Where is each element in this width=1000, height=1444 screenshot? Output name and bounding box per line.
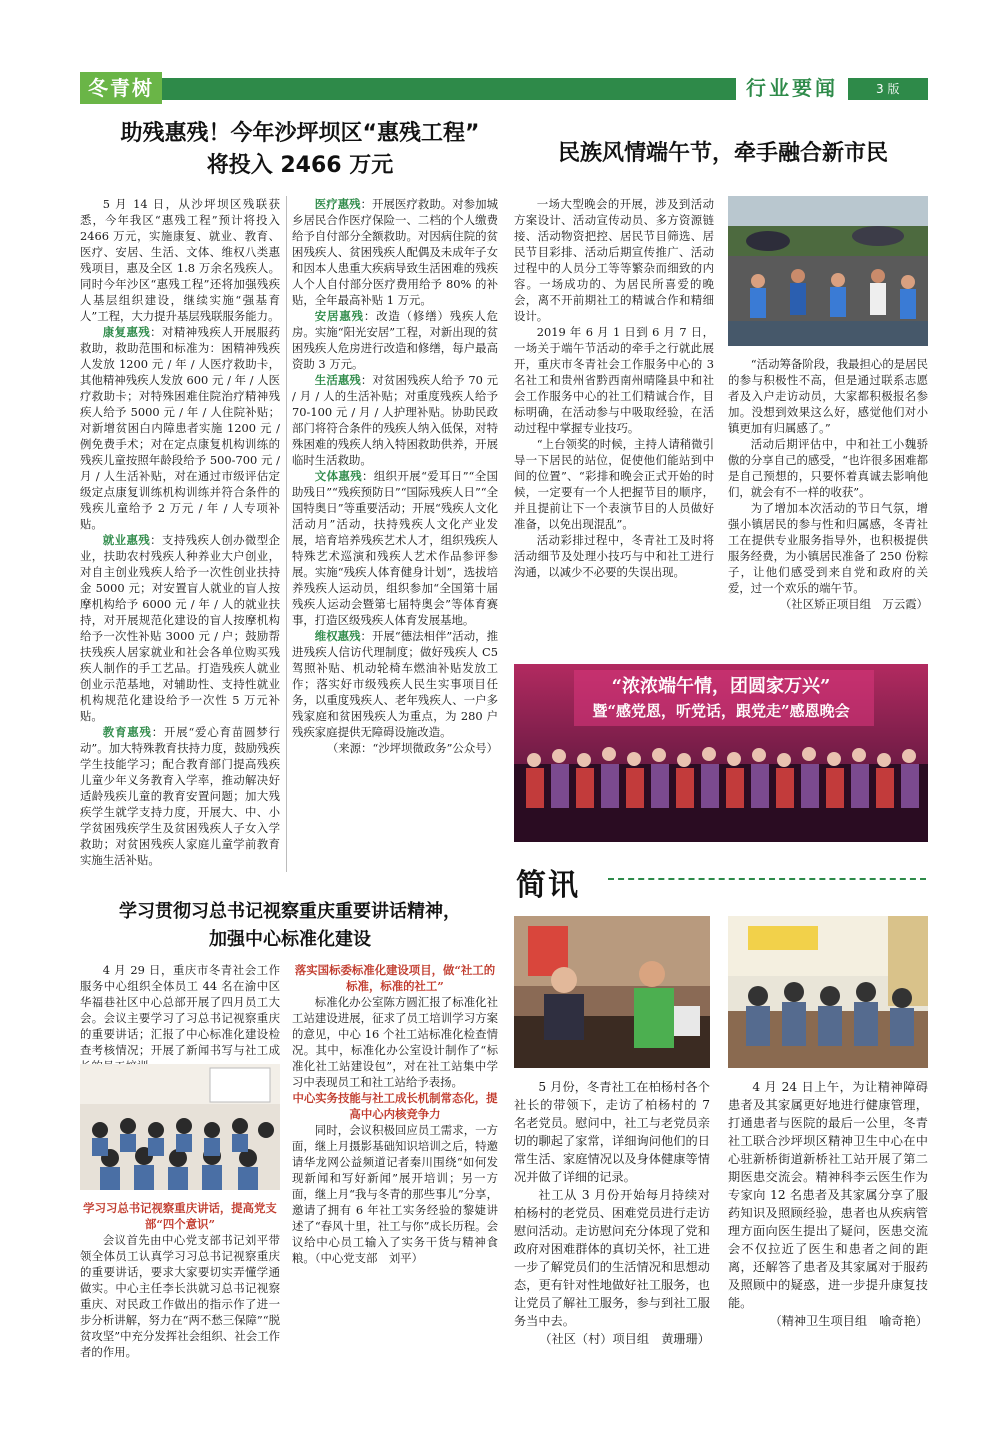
article3-column-1b (80, 1200, 280, 1390)
article1-wenti (292, 468, 498, 628)
weiquan-lead: 维权惠残 (314, 629, 361, 643)
wenti-lead: 文体惠残 (314, 469, 363, 483)
article1-column-2 (292, 196, 498, 876)
news-right (728, 1078, 928, 1388)
news-left-p2: 社工从 3 月份开始每月持续对柏杨村的老党员、困难党员进行走访慰问活动。走访慰问充分体现了党和政府对困难群体的真切关怀，社工进一步了解党员们的生活情况和思想动态，更有针对性地做好社工服务，也让党员了解社工服务，参与到社工服务当中去。 (514, 1188, 710, 1328)
article2-p7: 为了增加本次活动的节日气氛，增强小镇居民的参与性和归属感，冬青社工在提供专业服务指导外，也积极提供服务经费，为小镇居民准备了 250 份粽子，让他们感受到来自党和政府的关爱，过一个欢乐的端午节。 (728, 501, 928, 595)
anju-text: ：改造（修缮）残疾人危房。实施“阳光安居”工程，对新出现的贫困残疾人危房进行改造和修缮，每户最高资助 3 万元。 (292, 309, 498, 371)
article1-title (80, 118, 520, 182)
article1-kangfu (80, 324, 280, 532)
article3-p2: 会议首先由中心党支部书记刘平带领全体员工认真学习习总书记视察重庆的重要讲话，要求大家要切实弄懂学通做实。中心主任李长洪就习总书记视察重庆、对民政工作做出的指示作了进一步分析讲解，努力在“两不愁三保障”“脱贫攻坚”中充分发挥社会组织、社会工作者的作用。 (80, 1233, 280, 1359)
article3-p3: 标准化办公室陈方圆汇报了标准化社工站建设进展，征求了员工培训学习方案的意见，中心 16 个社工站标准化检查情况。其中，标准化办公室设计制作了“标准化社工站建设包”，对在社工站集中学习中表现员工和社工站给予表扬。 (292, 995, 498, 1089)
article1-jiaoyu (80, 724, 280, 868)
article3-title-line1: 学习贯彻习总书记视察重庆重要讲话精神， (119, 901, 461, 922)
article1-intro: 5 月 14 日，从沙坪坝区残联获悉，今年我区“惠残工程”预计将投入 2466 万元，实施康复、就业、教育、医疗、安居、生活、文体、维权八类惠残项目，惠及全区 1.8 万余名残疾人。同时今年沙区“惠残工程”还将加强残疾人基层组织建设，继续实施“强基育人”工程，大力提升基层残联服务能力。 (80, 197, 280, 323)
dance-photo (728, 196, 928, 346)
article2-column-1 (514, 196, 714, 658)
news-right-p1: 4 月 24 日上午，为让精神障碍患者及其家属更好地进行健康管理，打通患者与医院的最后一公里，冬青社工联合沙坪坝区精神卫生中心在中心驻新桥街道新桥社工站开展了第二期医患交流会。精神科李云医生作为专家向 12 名患者及其家属分享了服药知识及照顾经验，患者也从疾病管理方面向医生提出了疑问，医患交流会不仅拉近了医生和患者之间的距离，还解答了患者及其家属对于服药及照顾中的疑惑，进一步提升康复技能。 (728, 1080, 928, 1310)
section-title: 行业要闻 (736, 72, 848, 104)
article3-sub2: 落实国标委标准化建设项目，做“社工的标准，标准的社工” (294, 963, 496, 993)
article1-weiquan (292, 628, 498, 740)
stage-photo (514, 664, 928, 842)
article3-p1: 4 月 29 日，重庆市冬青社会工作服务中心组织全体员工 44 名在渝中区华福巷社区中心总部开展了四月员工大会。会议主要学习了习总书记视察重庆的重要讲话；汇报了中心标准化建设检查考核情况；开展了新闻书写与社工成 (80, 963, 280, 1057)
jiaoyu-text: ：开展“爱心育苗圆梦行动”。加大特殊教育扶持力度，鼓励残疾学生技能学习；配合教育部门提高残疾儿童少年义务教育入学率，推动解决好适龄残疾儿童的教育安置问题；加大残疾学生就学支持力度，开展大、中、小学贫困残疾学生及贫困残疾人子女入学救助；对贫困残疾人家庭儿童学前教育实施生活补贴。 (80, 725, 280, 867)
brand-logo: 冬青树 (80, 72, 162, 104)
news-divider (608, 878, 926, 880)
article1-yiliao (292, 196, 498, 308)
page-number: 3 版 (876, 82, 900, 96)
news-left (514, 1078, 710, 1388)
article1-title-line1: 助残惠残！今年沙坪坝区“惠残工程” (120, 121, 480, 146)
clinic-photo (728, 916, 928, 1068)
article1-shenghuo (292, 372, 498, 468)
article1-jiuye (80, 532, 280, 724)
article1-source: （来源：“沙坪坝微政务”公众号） (326, 741, 498, 755)
news-label: 简讯 (516, 868, 580, 903)
kangfu-text: ：对精神残疾人开展服药救助，救助范围和标准为：困精神残疾人发放 1200 元 / 年 / 人医疗救助卡，其他精神残疾人发放 600 元 / 年 / 人医疗救助卡；对特殊困难住院治疗精神残疾人给予 5000 元 / 年 / 人住院补贴；对新增贫困白内障患者实施 1200 元 / 例免费手术；对在定点康复机构训练的残疾儿童按照年龄段给予 500-700 元 / 月 / 人生活补贴，对在通过市级评估定级定点康复训练机构训练并符合条件的残疾儿童给予 2 万元 / 年 / 人专项补贴。 (80, 325, 280, 531)
article2-p6: 活动后期评估中，中和社工小魏骄傲的分享自己的感受，“也许很多困难都是自己预想的，只要怀着真诚去影响他们，就会有不一样的收获”。 (728, 437, 928, 499)
article3-title-line2: 加强中心标准化建设 (209, 929, 371, 950)
jiuye-text: ：支持残疾人创办微型企业，扶助农村残疾人种养业大户创业，对自主创业残疾人给予一次性创业扶持金 5000 元；对安置盲人就业的盲人按摩机构给予 6000 元 / 年 / 人的就业扶持，对开展规范化建设的盲人按摩机构给予一次性补贴 3000 元 / 户；鼓励帮扶残疾人居家就业和社会各单位购买残疾人制作的手工艺品。打造残疾人就业创业示范基地，对辅助性、支持性就业机构规范化建设给予一次性 5 万元补贴。 (80, 533, 280, 723)
article2-credit: （社区矫正项目组 万云霞） (779, 597, 928, 611)
article3-column-1 (80, 962, 280, 1058)
shenghuo-text: ：对贫困残疾人给予 70 元 / 月 / 人的生活补贴；对重度残疾人给予 70-100 元 / 月 / 人护理补贴。协助民政部门将符合条件的残疾人纳入低保，对特殊困难的残疾人纳入特困救助供养，开展临时生活救助。 (292, 373, 498, 467)
stage-banner-line1: “浓浓端午情，团圆家万兴” (611, 676, 831, 697)
stage-banner-line2: 暨“感党恩，听党话，跟党走”感恩晚会 (592, 702, 850, 720)
kangfu-lead: 康复惠残 (102, 325, 151, 339)
jiuye-lead: 就业惠残 (102, 533, 151, 547)
article1-anju (292, 308, 498, 372)
article2-p2: 2019 年 6 月 1 日到 6 月 7 日，一场关于端午节活动的牵手之行就此展开，重庆市冬青社会工作服务中心的 3 名社工和贵州省黔西南州晴隆县中和社会工作服务中心的社工们精诚合作，目标明确，在活动参与中吸取经验，在活动过程中掌握专业技巧。 (514, 325, 714, 435)
shenghuo-lead: 生活惠残 (314, 373, 361, 387)
wenti-text: ：组织开展“爱耳日”“全国助残日”“残疾预防日”“国际残疾人日”“全国特奥日”等重要活动；开展“残疾人文化活动月”活动，扶持残疾人文化产业发展，培育培养残疾艺术人才，组织残疾人特殊艺术巡演和残疾人艺术作品参评参展。实施“残疾人体育健身计划”，选拔培养残疾人运动员，组织参加“全国第十届残疾人运动会暨第七届特奥会”等体育赛事，打造区级残疾人体育发展基地。 (292, 469, 498, 627)
jiaoyu-lead: 教育惠残 (102, 725, 152, 739)
article3-p4: 同时，会议积极回应员工需求，一方面，继上月摄影基础知识培训之后，特邀请华龙网公益频道记者秦川围绕“如何发现新闻和写好新闻”展开培训；另一方面，继上月“我与冬青的那些事儿”分享，邀请了拥有 6 年社工实务经验的黎婕讲述了“春风十里，社工与你”成长历程。会议给中心员工输入了实务干货与精神食粮。（中心党支部 刘平） (292, 1123, 498, 1265)
meeting-photo (80, 1064, 280, 1190)
article2-p5: “活动筹备阶段，我最担心的是居民的参与积极性不高，但是通过联系志愿者及入户走访动员，大家都积极报名参加。没想到效果这么好，感觉他们对小镇更加有归属感了。” (728, 357, 928, 435)
article3-title (80, 898, 500, 954)
article2-p4: 活动彩排过程中，冬青社工及时将活动细节及处理小技巧与中和社工进行沟通，以减少不必要的失误出现。 (514, 533, 714, 579)
article2-p1: 一场大型晚会的开展，涉及到活动方案设计、活动宣传动员、多方资源链接、活动物资把控、居民节目筛选、居民节目彩排、活动后期宣传推广、活动过程中的人员分工等等繁杂而细致的内容。一场成功的、为居民所喜爱的晚会，离不开前期社工的精诚合作和精细设计。 (514, 197, 714, 323)
column-divider (286, 196, 287, 872)
yiliao-lead: 医疗惠残 (314, 197, 361, 211)
article1-title-line2: 将投入 2466 万元 (206, 153, 394, 178)
article2-p3: “上台领奖的时候，主持人请稍微引导一下居民的站位，促使他们能站到中间的位置”、“彩排和晚会正式开始的时候，一定要有一个人把握节目的顺序，并且提前让下一个表演节目的人员做好准备，以免出现混乱”。 (514, 437, 714, 531)
visit-photo (514, 916, 710, 1068)
yiliao-text: ：开展医疗救助。对参加城乡居民合作医疗保险一、二档的个人缴费给予自付部分全额救助。对因病住院的贫困残疾人、贫困残疾人配偶及未成年子女和因本人患重大疾病导致生活困难的残疾人个人自付部分医疗费用给予 80% 的补贴，全年最高补贴 1 万元。 (292, 197, 498, 307)
article2-title: 民族风情端午节，牵手融合新市民 (557, 141, 888, 166)
news-left-p1: 5 月份，冬青社工在柏杨村各个社长的带领下，走访了柏杨村的 7 名老党员。慰问中，社工与老党员亲切的聊起了家常，详细询问他们的日常生活、家庭情况以及身体健康等情况并做了详细的记录。 (514, 1080, 710, 1184)
article1-column-1 (80, 196, 280, 876)
weiquan-text: ：开展“德法相伴”活动，推进残疾人信访代理制度；做好残疾人 C5 驾照补贴、机动轮椅车燃油补贴发放工作；落实好市级残疾人民生实事项目任务，以重度残疾人、老年残疾人、一户多残家庭和贫困残疾人为重点，为 280 户残疾家庭提供无障碍设施改造。 (292, 629, 498, 739)
anju-lead: 安居惠残 (314, 309, 364, 323)
article3-column-2 (292, 962, 498, 1390)
news-left-credit: （社区（村）项目组 黄珊珊） (539, 1332, 710, 1346)
news-right-credit: （精神卫生项目组 喻奇艳） (769, 1314, 928, 1328)
article3-sub3: 中心实务技能与社工成长机制常态化，提高中心内核竞争力 (292, 1091, 498, 1121)
article3-sub1: 学习习总书记视察重庆讲话，提高党支部“四个意识” (83, 1201, 277, 1231)
article2-column-2 (728, 356, 928, 658)
